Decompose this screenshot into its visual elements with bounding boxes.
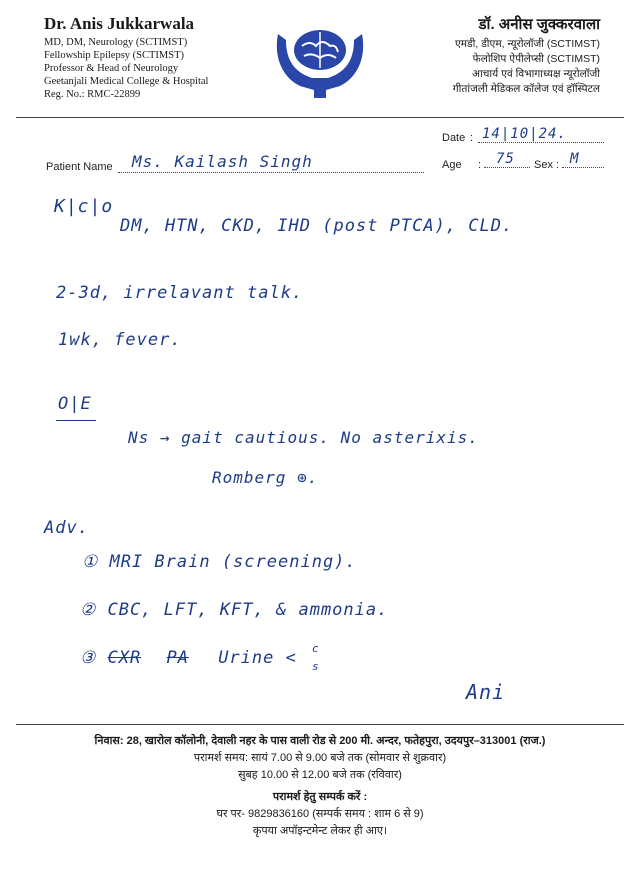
doctor-name-hi: डॉ. अनीस जुक्करवाला [478,16,600,33]
struck-pa: PA [166,648,189,668]
advice-item-1: ① MRI Brain (screening). [82,552,357,572]
qualification-line: Geetanjali Medical College & Hospital [44,76,209,87]
qualification-line-hi: आचार्य एवं विभागाध्यक्ष न्यूरोलॉजी [471,68,600,80]
advice-item-3 [80,648,297,668]
qualification-line-hi: एमडी, डीएम, न्यूरोलॉजी (SCTIMST) [454,38,600,50]
consult-time-sunday: सुबह 10.00 से 12.00 बजे तक (रविवार) [238,769,402,781]
contact-heading: परामर्श हेतु सम्पर्क करें : [272,791,368,803]
urine-subscript: s [312,660,320,673]
address-line: निवास: 28, खारोल कॉलोनी, देवाली नहर के पास वाली रोड से 200 मी. अन्दर, फतेहपुरा, उदयपुर–313001 (राज.) [94,735,546,747]
appointment-note: कृपया अपॉइन्टमेन्ट लेकर ही आए। [252,825,388,837]
history-line-1: 2-3d, irrelavant talk. [56,283,304,303]
qualification-line-hi: फेलोशिप ऐपीलेप्सी (SCTIMST) [472,53,600,65]
qualification-line: MD, DM, Neurology (SCTIMST) [44,37,188,48]
qualification-line-hi: गीतांजली मेडिकल कॉलेज एवं हॉस्पिटल [452,83,600,95]
urine-text: Urine < [218,648,297,668]
oe-underline [56,420,96,421]
struck-cxr: CXR [107,648,142,668]
date-field: : 14|10|24. [470,130,604,144]
sex-line [562,155,604,168]
doctor-signature: Ani [466,680,506,704]
footer-divider [16,724,624,725]
date-label: Date [442,132,466,144]
age-colon: : [478,159,482,171]
qualification-line: Fellowship Epilepsy (SCTIMST) [44,50,185,61]
exam-line-1: Ns → gait cautious. No asterixis. [128,428,479,447]
brain-hands-icon [270,14,370,104]
advice-item-2: ② CBC, LFT, KFT, & ammonia. [80,600,389,620]
contact-phone: घर पर- 9829836160 (सम्पर्क समय : शाम 6 से 9) [216,808,424,820]
oe-label: O|E [58,394,92,414]
age-value: 75 [496,151,515,167]
history-line-2: 1wk, fever. [58,330,182,350]
sex-label: Sex [534,159,553,171]
sex-value: M [570,151,580,167]
qualification-line: Professor & Head of Neurology [44,63,179,74]
kco-text: DM, HTN, CKD, IHD (post PTCA), CLD. [120,216,514,236]
kco-label: K|c|o [54,196,114,217]
header-divider [16,117,624,118]
urine-superscript: c [312,642,320,655]
sex-colon: : [556,159,560,171]
consult-time-weekday: परामर्श समय: सायं 7.00 से 9.00 बजे तक (सोमवार से शुक्रवार) [193,752,447,764]
registration-number: Reg. No.: RMC-22899 [44,89,141,100]
advice-label: Adv. [44,518,89,538]
exam-line-2: Romberg ⊕. [212,468,319,487]
age-label: Age [442,159,462,171]
date-value: 14|10|24. [482,126,567,142]
patient-name-value: Ms. Kailash Singh [132,152,313,171]
patient-name-label: Patient Name [46,161,113,173]
advice-item-3-number: ③ [80,648,108,668]
doctor-name-en: Dr. Anis Jukkarwala [44,14,195,33]
